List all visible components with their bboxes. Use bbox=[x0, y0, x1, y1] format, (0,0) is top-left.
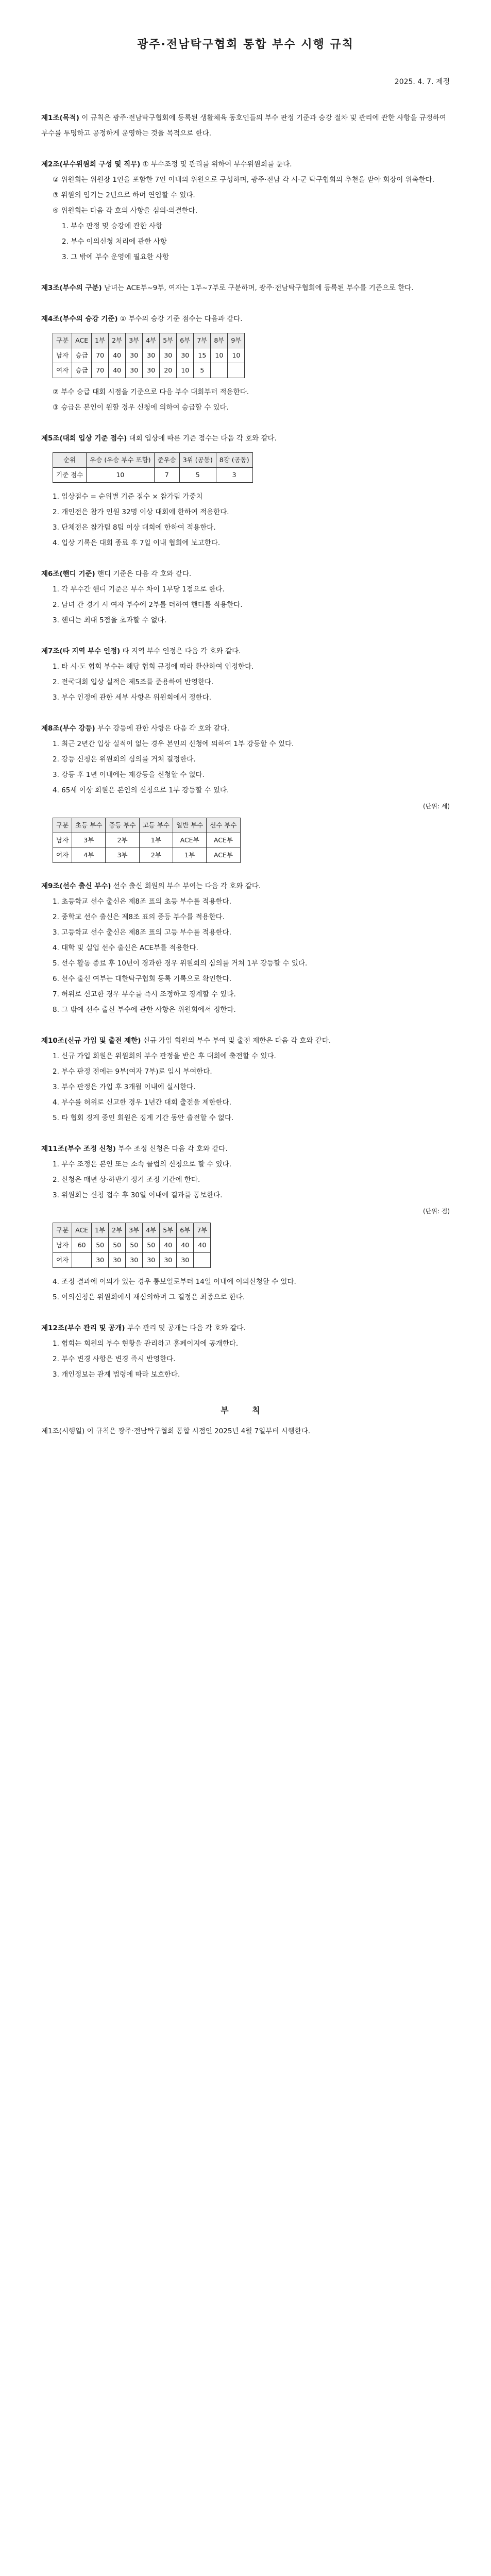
supplement-title: 부 칙 bbox=[221, 1405, 270, 1415]
article-6-item-2: 2. 남녀 간 경기 시 여자 부수에 2부를 더하여 핸디를 적용한다. bbox=[53, 601, 243, 609]
article-5-head: 제5조(대회 입상 기준 점수) bbox=[41, 434, 127, 443]
table-header-cell: ACE bbox=[72, 1223, 92, 1238]
age-table-header-row bbox=[53, 818, 241, 833]
table-cell bbox=[211, 363, 228, 378]
article-7 bbox=[41, 643, 450, 705]
table-cell: 3 bbox=[216, 468, 252, 483]
article-5-item-4: 4. 입상 기록은 대회 종료 후 7일 이내 협회에 보고한다. bbox=[53, 539, 221, 547]
table-cell: 50 bbox=[126, 1238, 143, 1253]
article-4-head: 제4조(부수의 승강 기준) bbox=[41, 315, 118, 323]
article-2-subitem-3: 3. 그 밖에 부수 운영에 필요한 사항 bbox=[62, 253, 170, 261]
table-row bbox=[53, 468, 253, 483]
article-4-item-1: ① 부수의 승강 기준 점수는 다음과 같다. bbox=[120, 315, 243, 323]
table-header-cell: 고등 부수 bbox=[139, 818, 173, 833]
table-cell: 30 bbox=[126, 1253, 143, 1268]
article-5-body: 대회 입상에 따른 기준 점수는 다음 각 호와 같다. bbox=[129, 434, 277, 443]
table-cell: 30 bbox=[177, 1253, 194, 1268]
table-cell: 30 bbox=[160, 348, 177, 363]
table-header-cell: 초등 부수 bbox=[72, 818, 106, 833]
article-10-body: 신규 가입 회원의 부수 부여 및 출전 제한은 다음 각 호와 같다. bbox=[143, 1037, 331, 1045]
table-header-cell: 8부 bbox=[211, 333, 228, 348]
table-cell: ACE부 bbox=[173, 833, 207, 848]
article-6 bbox=[41, 566, 450, 628]
article-12-body: 부수 관리 및 공개는 다음 각 호와 같다. bbox=[127, 1324, 246, 1332]
adjust-table-header-row bbox=[53, 1223, 211, 1238]
article-3-text bbox=[41, 280, 450, 296]
article-9-item-3: 3. 고등학교 선수 출신은 제8조 표의 고등 부수를 적용한다. bbox=[53, 928, 231, 937]
article-8-item-4: 4. 65세 이상 회원은 본인의 신청으로 1부 강등할 수 있다. bbox=[53, 786, 229, 794]
table-header-cell: 준우승 bbox=[154, 453, 179, 468]
table-cell: 10 bbox=[177, 363, 194, 378]
article-10-head: 제10조(신규 가입 및 출전 제한) bbox=[41, 1037, 141, 1045]
table-header-cell: 3위 (공동) bbox=[179, 453, 216, 468]
article-2-item-4: ④ 위원회는 다음 각 호의 사항을 심의·의결한다. bbox=[53, 207, 198, 215]
article-6-item-3: 3. 핸디는 최대 5점을 초과할 수 없다. bbox=[53, 616, 167, 624]
table-row bbox=[53, 848, 241, 863]
table-cell: 7 bbox=[154, 468, 179, 483]
table-cell bbox=[194, 1253, 211, 1268]
table-cell: 30 bbox=[143, 348, 160, 363]
article-2-head: 제2조(부수위원회 구성 및 직무) bbox=[41, 160, 141, 168]
table-cell: 30 bbox=[126, 348, 143, 363]
article-4-item-2: ② 부수 승급 대회 시점을 기준으로 다음 부수 대회부터 적용한다. bbox=[53, 388, 249, 396]
table-header-cell: 6부 bbox=[177, 333, 194, 348]
article-2-text bbox=[41, 157, 450, 172]
article-11-item-1: 1. 부수 조정은 본인 또는 소속 클럽의 신청으로 할 수 있다. bbox=[53, 1160, 231, 1168]
article-2-subitem-1: 1. 부수 판정 및 승강에 관한 사항 bbox=[62, 222, 163, 230]
article-9-item-5: 5. 선수 활동 종료 후 10년이 경과한 경우 위원회의 심의를 거쳐 1부 강등할 수 있다. bbox=[53, 959, 308, 968]
article-12 bbox=[41, 1320, 450, 1382]
article-2-item-2: ② 위원회는 위원장 1인을 포함한 7인 이내의 위원으로 구성하며, 광주·전남 각 시·군 탁구협회의 추천을 받아 회장이 위촉한다. bbox=[53, 176, 435, 184]
article-3-body: 남녀는 ACE부~9부, 여자는 1부~7부로 구분하며, 광주·전남탁구협회에 등록된 부수를 기준으로 한다. bbox=[104, 284, 414, 292]
article-5-item-3: 3. 단체전은 참가팀 8팀 이상 대회에 한하여 적용한다. bbox=[53, 523, 216, 532]
article-10 bbox=[41, 1033, 450, 1126]
table-cell: 남자 bbox=[53, 833, 72, 848]
article-9-item-8: 8. 그 밖에 선수 출신 부수에 관한 사항은 위원회에서 정한다. bbox=[53, 1006, 236, 1014]
article-5 bbox=[41, 431, 450, 551]
article-9 bbox=[41, 878, 450, 1018]
article-12-text bbox=[41, 1320, 450, 1336]
age-table-unit: (단위: 세) bbox=[423, 803, 450, 810]
article-11-head: 제11조(부수 조정 신청) bbox=[41, 1145, 116, 1153]
table-cell: 50 bbox=[143, 1238, 160, 1253]
article-9-item-2: 2. 중학교 선수 출신은 제8조 표의 중등 부수를 적용한다. bbox=[53, 913, 225, 921]
article-5-item-2: 2. 개인전은 참가 인원 32명 이상 대회에 한하여 적용한다. bbox=[53, 508, 229, 516]
table-cell: 여자 bbox=[53, 848, 72, 863]
table-cell: 2부 bbox=[139, 848, 173, 863]
table-header-cell: 구분 bbox=[53, 333, 72, 348]
table-header-cell: 2부 bbox=[109, 333, 126, 348]
article-12-item-2: 2. 부수 변경 사항은 변경 즉시 반영한다. bbox=[53, 1355, 176, 1363]
table-header-cell: 구분 bbox=[53, 818, 72, 833]
table-cell: 30 bbox=[109, 1253, 126, 1268]
table-cell: 3부 bbox=[106, 848, 139, 863]
table-cell: 40 bbox=[160, 1238, 177, 1253]
table-cell: 5 bbox=[194, 363, 211, 378]
table-header-cell: 1부 bbox=[92, 333, 109, 348]
table-header-cell: 우승 (우승 부수 포함) bbox=[87, 453, 154, 468]
table-cell: 5 bbox=[179, 468, 216, 483]
table-header-cell: 4부 bbox=[143, 1223, 160, 1238]
table-row bbox=[53, 348, 245, 363]
table-row bbox=[53, 363, 245, 378]
promotion-score-table bbox=[53, 333, 245, 378]
article-12-item-1: 1. 협회는 회원의 부수 현황을 관리하고 홈페이지에 공개한다. bbox=[53, 1340, 239, 1348]
article-9-body: 선수 출신 회원의 부수 부여는 다음 각 호와 같다. bbox=[113, 882, 261, 890]
article-11-item-2: 2. 신청은 매년 상·하반기 정기 조정 기간에 한다. bbox=[53, 1176, 200, 1184]
table-header-cell: 8강 (공동) bbox=[216, 453, 252, 468]
article-9-item-6: 6. 선수 출신 여부는 대한탁구협회 등록 기록으로 확인한다. bbox=[53, 975, 232, 983]
article-7-text bbox=[41, 643, 450, 659]
article-10-item-3: 3. 부수 판정은 가입 후 3개월 이내에 실시한다. bbox=[53, 1083, 196, 1091]
table-header-cell: 4부 bbox=[143, 333, 160, 348]
article-7-item-2: 2. 전국대회 입상 실적은 제5조를 준용하여 반영한다. bbox=[53, 678, 214, 686]
article-6-text bbox=[41, 566, 450, 582]
table-cell: 40 bbox=[177, 1238, 194, 1253]
table-cell: 70 bbox=[92, 363, 109, 378]
table-row bbox=[53, 1238, 211, 1253]
article-6-body: 핸디 기준은 다음 각 호와 같다. bbox=[97, 570, 192, 578]
article-5-item-1: 1. 입상점수 = 순위별 기준 점수 × 참가팀 가중치 bbox=[53, 493, 203, 501]
table-cell: 20 bbox=[160, 363, 177, 378]
article-4-text bbox=[41, 311, 450, 327]
article-6-item-1: 1. 각 부수간 핸디 기준은 부수 차이 1부당 1점으로 한다. bbox=[53, 585, 225, 594]
article-2-item-3: ③ 위원의 임기는 2년으로 하며 연임할 수 있다. bbox=[53, 191, 195, 199]
article-5-text bbox=[41, 431, 450, 446]
table-cell: 기준 점수 bbox=[53, 468, 87, 483]
table-cell: 10 bbox=[211, 348, 228, 363]
table-cell bbox=[228, 363, 245, 378]
article-10-item-4: 4. 부수를 허위로 신고한 경우 1년간 대회 출전을 제한한다. bbox=[53, 1098, 231, 1107]
article-10-text bbox=[41, 1033, 450, 1048]
table-header-cell: 3부 bbox=[126, 1223, 143, 1238]
table-cell: 남자 bbox=[53, 1238, 72, 1253]
article-11 bbox=[41, 1141, 450, 1305]
table-header-cell: 선수 부수 bbox=[207, 818, 240, 833]
article-11-text bbox=[41, 1141, 450, 1157]
article-1-body: 이 규칙은 광주·전남탁구협회에 등록된 생활체육 동호인들의 부수 판정 기준과 승강 절차 및 관리에 관한 사항을 규정하여 부수를 투명하고 공정하게 운영하는 것을 목적으로 한다. bbox=[41, 114, 446, 138]
table-cell: 10 bbox=[87, 468, 154, 483]
article-8-body: 부수 강등에 관한 사항은 다음 각 호와 같다. bbox=[97, 724, 230, 733]
table-header-cell: ACE bbox=[72, 333, 92, 348]
article-8-item-3: 3. 강등 후 1년 이내에는 재강등을 신청할 수 없다. bbox=[53, 771, 205, 779]
article-6-head: 제6조(핸디 기준) bbox=[41, 570, 95, 578]
table-header-cell: 일반 부수 bbox=[173, 818, 207, 833]
table-cell: ACE부 bbox=[207, 848, 240, 863]
table-header-cell: 5부 bbox=[160, 333, 177, 348]
table-cell: 40 bbox=[194, 1238, 211, 1253]
table-header-cell: 6부 bbox=[177, 1223, 194, 1238]
table-cell: 30 bbox=[143, 1253, 160, 1268]
table-header-cell: 5부 bbox=[160, 1223, 177, 1238]
article-10-item-5: 5. 타 협회 징계 중인 회원은 징계 기간 동안 출전할 수 없다. bbox=[53, 1114, 234, 1122]
article-8-item-1: 1. 최근 2년간 입상 실적이 없는 경우 본인의 신청에 의하여 1부 강등할 수 있다. bbox=[53, 740, 294, 748]
table-cell: 여자 bbox=[53, 1253, 72, 1268]
article-3-head: 제3조(부수의 구분) bbox=[41, 284, 102, 292]
table-header-cell: 7부 bbox=[194, 333, 211, 348]
article-8-text bbox=[41, 721, 450, 736]
article-3 bbox=[41, 280, 450, 296]
table-cell: 10 bbox=[228, 348, 245, 363]
table-header-cell: 1부 bbox=[92, 1223, 109, 1238]
table-cell: 30 bbox=[143, 363, 160, 378]
table-cell: ACE부 bbox=[207, 833, 240, 848]
article-2-subitem-2: 2. 부수 이의신청 처리에 관한 사항 bbox=[62, 238, 167, 246]
article-9-head: 제9조(선수 출신 부수) bbox=[41, 882, 111, 890]
article-7-item-1: 1. 타 시·도 협회 부수는 해당 협회 규정에 따라 환산하여 인정한다. bbox=[53, 663, 254, 671]
article-9-item-4: 4. 대학 및 실업 선수 출신은 ACE부를 적용한다. bbox=[53, 944, 198, 952]
table-cell: 2부 bbox=[106, 833, 139, 848]
table-cell: 30 bbox=[126, 363, 143, 378]
table-header-cell: 2부 bbox=[109, 1223, 126, 1238]
article-1-head: 제1조(목적) bbox=[41, 114, 79, 122]
document-title: 광주·전남탁구협회 통합 부수 시행 규칙 bbox=[137, 38, 354, 51]
article-10-item-1: 1. 신규 가입 회원은 위원회의 부수 판정을 받은 후 대회에 출전할 수 있다. bbox=[53, 1052, 276, 1060]
table-row bbox=[53, 833, 241, 848]
article-7-item-3: 3. 부수 인정에 관한 세부 사항은 위원회에서 정한다. bbox=[53, 693, 212, 702]
score-table-header-row bbox=[53, 453, 253, 468]
table-cell bbox=[72, 1253, 92, 1268]
table-header-cell: 구분 bbox=[53, 1223, 72, 1238]
article-1-text bbox=[41, 110, 450, 141]
table-cell: 60 bbox=[72, 1238, 92, 1253]
table-cell: 여자 bbox=[53, 363, 72, 378]
article-9-item-7: 7. 허위로 신고한 경우 부수를 즉시 조정하고 징계할 수 있다. bbox=[53, 990, 236, 998]
article-11-body: 부수 조정 신청은 다음 각 호와 같다. bbox=[118, 1145, 228, 1153]
table-cell: 승급 bbox=[72, 348, 92, 363]
table-cell: 15 bbox=[194, 348, 211, 363]
table-cell: 승급 bbox=[72, 363, 92, 378]
table-cell: 3부 bbox=[72, 833, 106, 848]
article-2 bbox=[41, 157, 450, 265]
article-9-item-1: 1. 초등학교 선수 출신은 제8조 표의 초등 부수를 적용한다. bbox=[53, 897, 231, 906]
table-cell: 70 bbox=[92, 348, 109, 363]
article-10-item-2: 2. 부수 판정 전에는 9부(여자 7부)로 임시 부여한다. bbox=[53, 1067, 212, 1076]
article-7-body: 타 지역 부수 인정은 다음 각 호와 같다. bbox=[122, 647, 241, 655]
adjustment-score-table bbox=[53, 1223, 211, 1268]
article-8-item-2: 2. 강등 신청은 위원회의 심의를 거쳐 결정한다. bbox=[53, 755, 196, 764]
table-cell: 30 bbox=[160, 1253, 177, 1268]
article-12-item-3: 3. 개인정보는 관계 법령에 따라 보호한다. bbox=[53, 1370, 180, 1379]
article-4-item-3: ③ 승급은 본인이 원할 경우 신청에 의하여 승급할 수 있다. bbox=[53, 403, 229, 412]
table-header-cell: 3부 bbox=[126, 333, 143, 348]
table-cell: 1부 bbox=[139, 833, 173, 848]
article-4 bbox=[41, 311, 450, 415]
athlete-grade-table bbox=[53, 818, 241, 863]
promotion-table-header-row bbox=[53, 333, 245, 348]
table-cell: 남자 bbox=[53, 348, 72, 363]
table-cell: 40 bbox=[109, 363, 126, 378]
table-cell: 50 bbox=[109, 1238, 126, 1253]
table-cell: 4부 bbox=[72, 848, 106, 863]
article-9-text bbox=[41, 878, 450, 894]
table-header-cell: 7부 bbox=[194, 1223, 211, 1238]
table-header-cell: 9부 bbox=[228, 333, 245, 348]
placement-score-table bbox=[53, 452, 253, 483]
article-11-item-5: 5. 이의신청은 위원회에서 재심의하며 그 결정은 최종으로 한다. bbox=[53, 1293, 245, 1301]
article-12-head: 제12조(부수 관리 및 공개) bbox=[41, 1324, 125, 1332]
article-11-item-4: 4. 조정 결과에 이의가 있는 경우 통보일로부터 14일 이내에 이의신청할 수 있다. bbox=[53, 1278, 296, 1286]
enactment-date: 2025. 4. 7. 제정 bbox=[394, 78, 450, 86]
table-cell: 50 bbox=[92, 1238, 109, 1253]
table-cell: 1부 bbox=[173, 848, 207, 863]
article-11-item-3: 3. 위원회는 신청 접수 후 30일 이내에 결과를 통보한다. bbox=[53, 1191, 223, 1199]
table-cell: 30 bbox=[177, 348, 194, 363]
table-cell: 40 bbox=[109, 348, 126, 363]
article-8-head: 제8조(부수 강등) bbox=[41, 724, 95, 733]
supplement-body: 제1조(시행일) 이 규칙은 광주·전남탁구협회 통합 시점인 2025년 4월 7일부터 시행한다. bbox=[41, 1427, 311, 1435]
article-1 bbox=[41, 110, 450, 141]
article-8 bbox=[41, 721, 450, 863]
article-2-item-1: ① 부수조정 및 관리를 위하여 부수위원회를 둔다. bbox=[142, 160, 292, 168]
table-cell: 30 bbox=[92, 1253, 109, 1268]
table-header-cell: 중등 부수 bbox=[106, 818, 139, 833]
table-row bbox=[53, 1253, 211, 1268]
table-header-cell: 순위 bbox=[53, 453, 87, 468]
article-7-head: 제7조(타 지역 부수 인정) bbox=[41, 647, 121, 655]
adjust-table-unit: (단위: 점) bbox=[423, 1208, 450, 1215]
